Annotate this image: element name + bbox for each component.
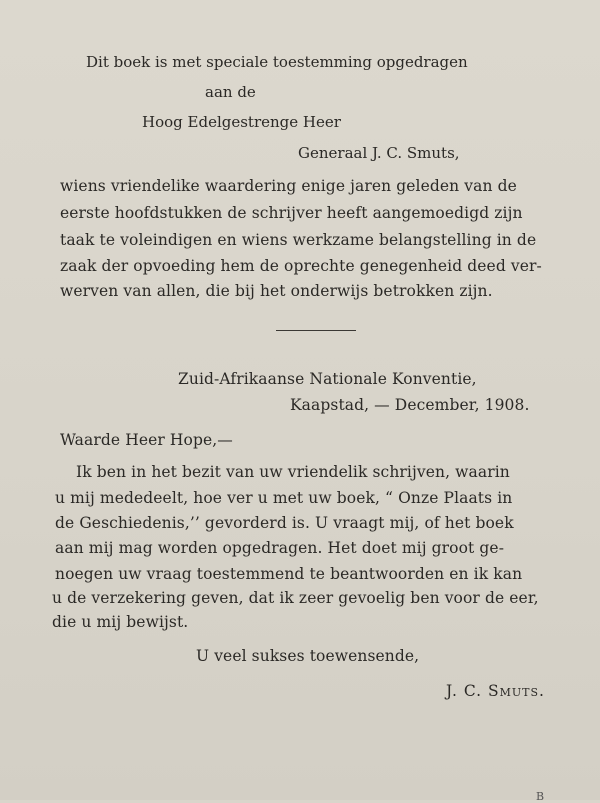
dedication-line-3: Hoog Edelgestrenge Heer bbox=[142, 113, 341, 131]
dedication-line-1: Dit boek is met speciale toestemming opgedragen bbox=[86, 53, 468, 71]
dedication-paragraph-line-3: taak te voleindigen en wiens werkzame belangstelling in de bbox=[60, 231, 537, 249]
dedication-paragraph-line-1: wiens vriendelike waardering enige jaren geleden van de bbox=[60, 177, 517, 195]
letter-closing: U veel sukses toewensende, bbox=[196, 647, 420, 665]
letter-body-line-7: die u mij bewijst. bbox=[52, 613, 189, 631]
letter-body-line-2: u mij mededeelt, hoe ver u met uw boek, “ Onze Plaats in bbox=[55, 489, 513, 507]
letter-body-line-1: Ik ben in het bezit van uw vriendelik schrijven, waarin bbox=[76, 463, 510, 481]
letter-signature: J. C. Smuts. bbox=[446, 682, 545, 700]
letter-body-line-5: noegen uw vraag toestemmend te beantwoorden en ik kan bbox=[55, 565, 523, 583]
letter-address-line-1: Zuid-Afrikaanse Nationale Konventie, bbox=[178, 370, 477, 388]
letter-body-line-3: de Geschiedenis,’’ gevorderd is. U vraagt mij, of het boek bbox=[55, 514, 514, 532]
page-footer-fragment: B bbox=[536, 790, 545, 803]
letter-address-line-2: Kaapstad, — December, 1908. bbox=[290, 396, 530, 414]
dedication-paragraph-line-2: eerste hoofdstukken de schrijver heeft aangemoedigd zijn bbox=[60, 204, 523, 222]
dedication-line-4: Generaal J. C. Smuts, bbox=[298, 144, 460, 162]
dedication-paragraph-line-4: zaak der opvoeding hem de oprechte genegenheid deed ver- bbox=[60, 257, 542, 275]
separator-rule bbox=[276, 330, 356, 331]
letter-salutation: Waarde Heer Hope,— bbox=[60, 431, 233, 449]
dedication-line-2: aan de bbox=[205, 83, 256, 101]
dedication-paragraph-line-5: werven van allen, die bij het onderwijs betrokken zijn. bbox=[60, 282, 493, 300]
letter-body-line-6: u de verzekering geven, dat ik zeer gevoelig ben voor de eer, bbox=[52, 589, 539, 607]
letter-body-line-4: aan mij mag worden opgedragen. Het doet mij groot ge- bbox=[55, 539, 505, 557]
